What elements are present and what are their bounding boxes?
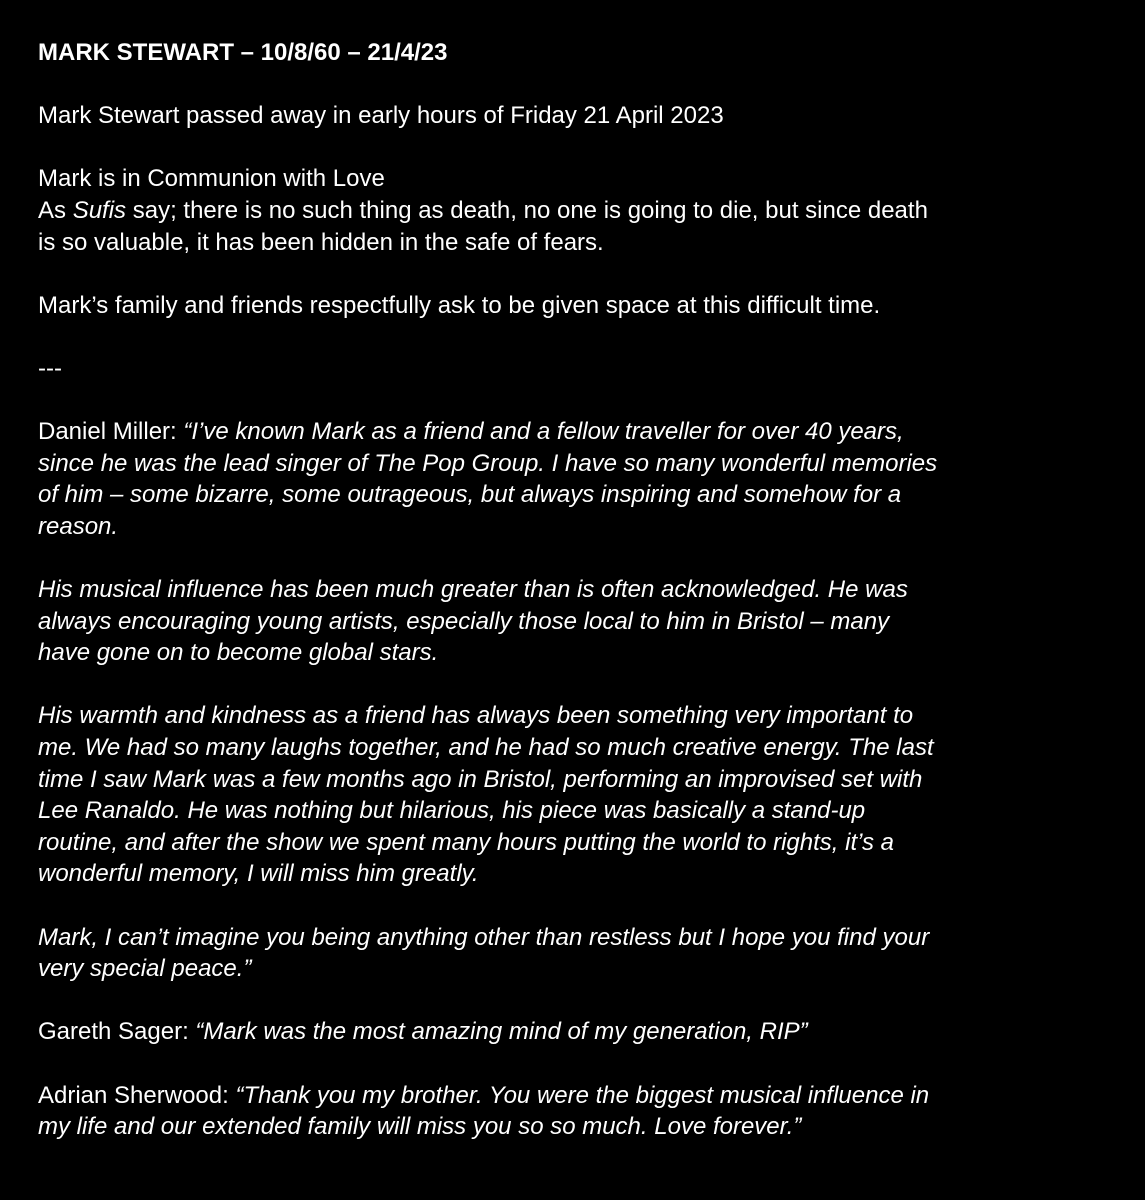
spacer (38, 385, 1123, 417)
sufis-rest: say; there is no such thing as death, no one is going to die, but since death is so valuable, it has been hidden in the safe of fears. (38, 196, 928, 256)
tribute-daniel-miller (38, 416, 1123, 542)
tribute-author: Gareth Sager: (38, 1018, 196, 1046)
tribute-author: Daniel Miller: (38, 418, 184, 446)
tribute-author: Adrian Sherwood: (38, 1081, 236, 1109)
tribute-adrian-sherwood (38, 1080, 1123, 1143)
tribute-gareth-sager (38, 1016, 1123, 1048)
communion-text: Mark is in Communion with Love (38, 165, 385, 193)
tribute-quote: “Thank you my brother. You were the biggest musical influence in my life and our extended family will miss you so so much. Love forever.” (38, 1081, 930, 1141)
tribute-quote: “I’ve known Mark as a friend and a fellow traveller for over 40 years, since he was the lead singer of The Pop Group. I have so many wonderful memories of him – some bizarre, some outrageous, but always inspiring and somehow for a reason. (38, 418, 938, 540)
spacer (38, 132, 1123, 164)
spacer (38, 543, 1123, 575)
document-title: MARK STEWART – 10/8/60 – 21/4/23 (38, 39, 448, 66)
sufis-paragraph (38, 195, 1123, 258)
spacer (38, 890, 1123, 922)
spacer (38, 1048, 1123, 1080)
tribute-quote: “Mark was the most amazing mind of my generation, RIP” (195, 1018, 808, 1046)
tribute-quote: His musical influence has been much greater than is often acknowledged. He was always encouraging young artists, especially those local to him in Bristol – many have gone on to become global stars. (38, 576, 908, 667)
sufis-emphasis: Sufis (72, 196, 127, 224)
spacer (38, 258, 1123, 290)
tribute-quote: His warmth and kindness as a friend has always been something very important to me. We had so many laughs together, and he had so much creative energy. The last time I saw Mark was a few months ago in Bristol, performing an improvised set with Lee Ranaldo. He was nothing but hilarious, his piece was basically a stand-up routine, and after the show we spent many hours putting the world to rights, it’s a wonderful memory, I will miss him greatly. (38, 702, 934, 888)
spacer (38, 669, 1123, 701)
statement-document (38, 37, 1123, 1143)
tribute-quote: Mark, I can’t imagine you being anything other than restless but I hope you find your very special peace.” (38, 923, 930, 983)
sufis-prefix: As (38, 196, 73, 224)
spacer (38, 69, 1123, 101)
family-request-text: Mark’s family and friends respectfully ask to be given space at this difficult time. (38, 291, 881, 319)
separator: --- (38, 354, 62, 382)
announcement-text: Mark Stewart passed away in early hours of Friday 21 April 2023 (38, 102, 724, 130)
spacer (38, 321, 1123, 353)
spacer (38, 985, 1123, 1017)
